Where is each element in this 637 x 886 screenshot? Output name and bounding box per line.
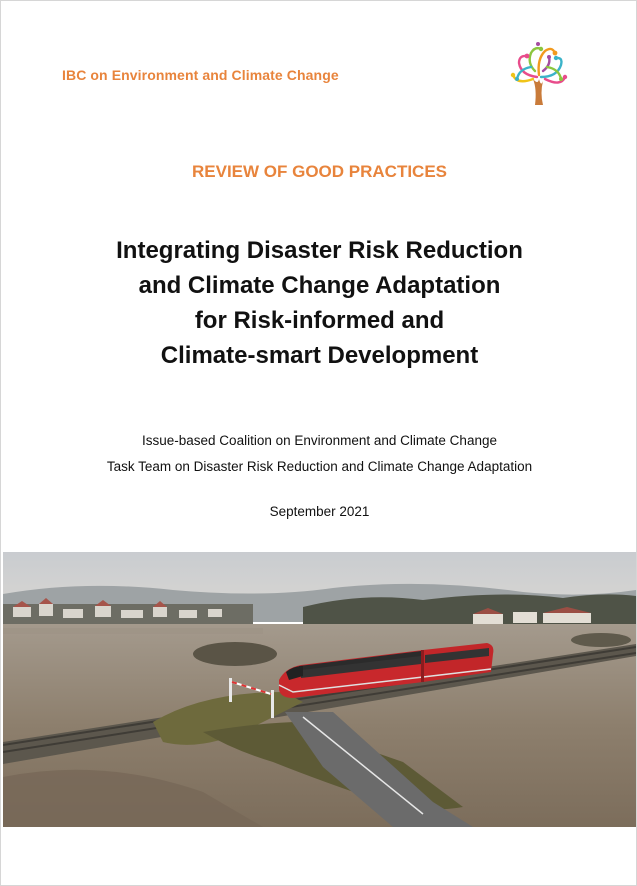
coalition-name: Issue-based Coalition on Environment and Climate Change bbox=[142, 433, 497, 448]
report-kicker: REVIEW OF GOOD PRACTICES bbox=[191, 162, 448, 181]
report-title bbox=[41, 233, 598, 373]
title-line: for Risk-informed and bbox=[194, 307, 445, 334]
title-line: and Climate Change Adaptation bbox=[138, 272, 501, 299]
title-line: Integrating Disaster Risk Reduction bbox=[116, 237, 523, 264]
task-team-name: Task Team on Disaster Risk Reduction and Climate Change Adaptation bbox=[106, 459, 533, 474]
organization-name: IBC on Environment and Climate Change bbox=[62, 67, 339, 83]
title-line: Climate-smart Development bbox=[160, 342, 479, 369]
publication-date: September 2021 bbox=[269, 504, 370, 519]
colorful-tree-icon bbox=[507, 41, 569, 107]
flooded-railway-photo bbox=[3, 552, 636, 827]
